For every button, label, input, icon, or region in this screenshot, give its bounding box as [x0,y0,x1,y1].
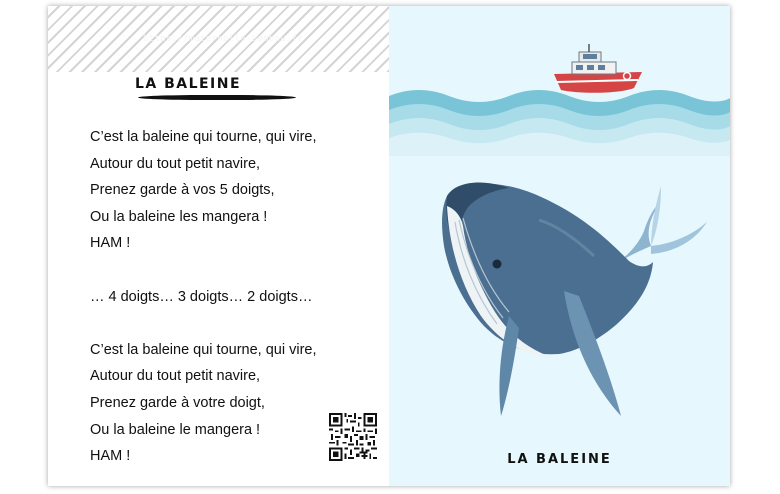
poem-line: Autour du tout petit navire, [90,368,261,385]
poem-title: LA BALEINE [134,76,242,92]
poem-line: Prenez garde à vos 5 doigts, [90,182,275,199]
whale-and-boat-illustration [389,6,730,486]
poem-line: Ou la baleine les mangera ! [90,208,268,225]
poem-line: HAM ! [90,235,131,252]
sea-waves [389,90,730,156]
boat-icon [554,44,642,93]
source-url[interactable]: https://maternelle-bambou.fr [143,34,304,44]
poem-line [90,310,317,337]
illustration-title: LA BALEINE [507,452,612,467]
qr-code-icon[interactable] [329,413,377,461]
poem-line: C’est la baleine qui tourne, qui vire, [90,341,317,358]
book-page [48,6,730,486]
poem-line: Autour du tout petit navire, [90,155,261,172]
title-underline [138,95,296,100]
poem-text [90,124,317,470]
poem-line: … 4 doigts… 3 doigts… 2 doigts… [90,288,313,305]
poem-line: Ou la baleine le mangera ! [90,421,261,438]
poem-line: HAM ! [90,448,131,465]
poem-line: C’est la baleine qui tourne, qui vire, [90,129,317,145]
poem-page [48,6,389,486]
whale-icon [442,182,707,416]
poem-line: Prenez garde à votre doigt, [90,394,265,411]
poem-line [90,257,317,284]
illustration-page [389,6,730,486]
